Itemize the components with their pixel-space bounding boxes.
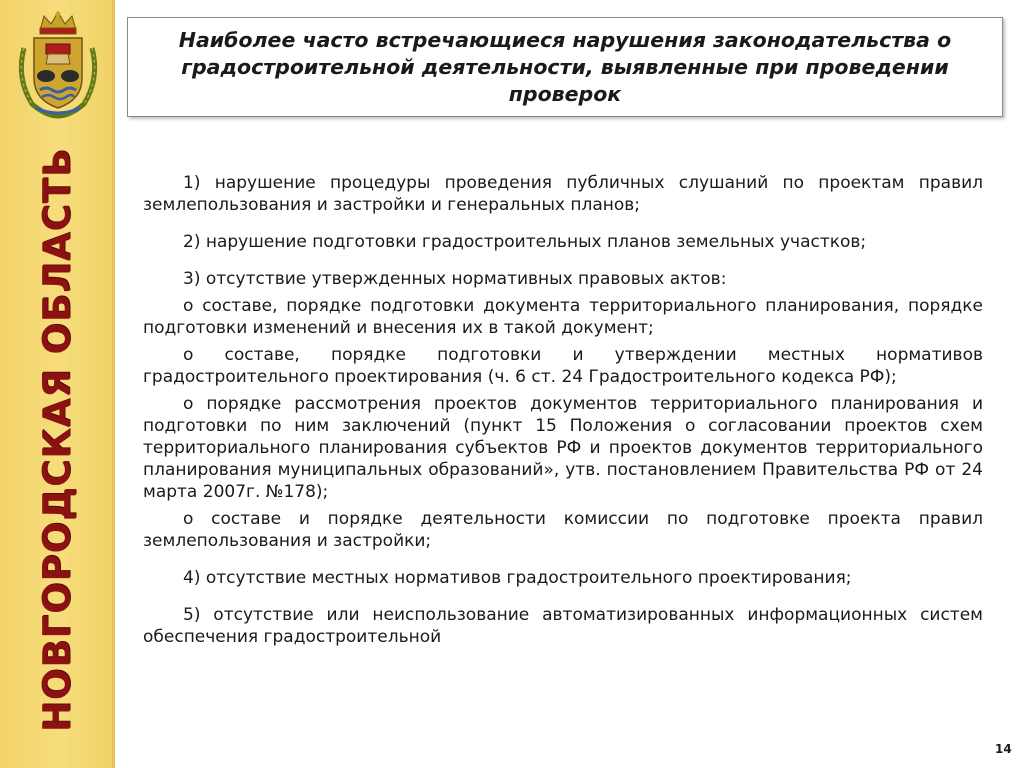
list-item: 5) отсутствие или неиспользование автоматизированных информационных систем обеспечения градостроительной <box>143 605 983 647</box>
list-item: 3) отсутствие утвержденных нормативных правовых актов: <box>183 269 727 289</box>
sidebar-divider <box>112 0 115 768</box>
sub-list-item: о порядке рассмотрения проектов документов территориального планирования и подготовки по ним заключений (пункт 15 Положения о согласовании проектов схем территориального планирования субъектов РФ и проектов документов территориального планирования муниципальных образований», утв. постановлением Правительства РФ от 24 марта 2007г. №178); <box>143 394 983 502</box>
sub-list-item: о составе, порядке подготовки и утверждении местных нормативов градостроительного проектирования (ч. 6 ст. 24 Градостроительного кодекса РФ); <box>143 345 983 387</box>
sub-list-item: о составе, порядке подготовки документа территориального планирования, порядке подготовки изменений и внесения их в такой документ; <box>143 296 983 338</box>
list-item: 4) отсутствие местных нормативов градостроительного проектирования; <box>183 568 852 588</box>
region-name: НОВГОРОДСКАЯ ОБЛАСТЬ <box>35 147 79 733</box>
sidebar <box>0 0 112 768</box>
page-number: 14 <box>995 742 1012 756</box>
slide-title-box <box>127 17 1003 117</box>
list-item: 2) нарушение подготовки градостроительных планов земельных участков; <box>183 232 867 252</box>
novgorod-coat-of-arms-icon <box>10 8 106 120</box>
sub-list-item: о составе и порядке деятельности комиссии по подготовке проекта правил землепользования и застройки; <box>143 509 983 551</box>
list-item: 1) нарушение процедуры проведения публичных слушаний по проектам правил землепользования и застройки и генеральных планов; <box>143 173 983 215</box>
slide-title: Наиболее часто встречающиеся нарушения законодательства о градостроительной деятельности, выявленные при проведении проверок <box>178 27 952 106</box>
slide-content <box>143 172 983 648</box>
